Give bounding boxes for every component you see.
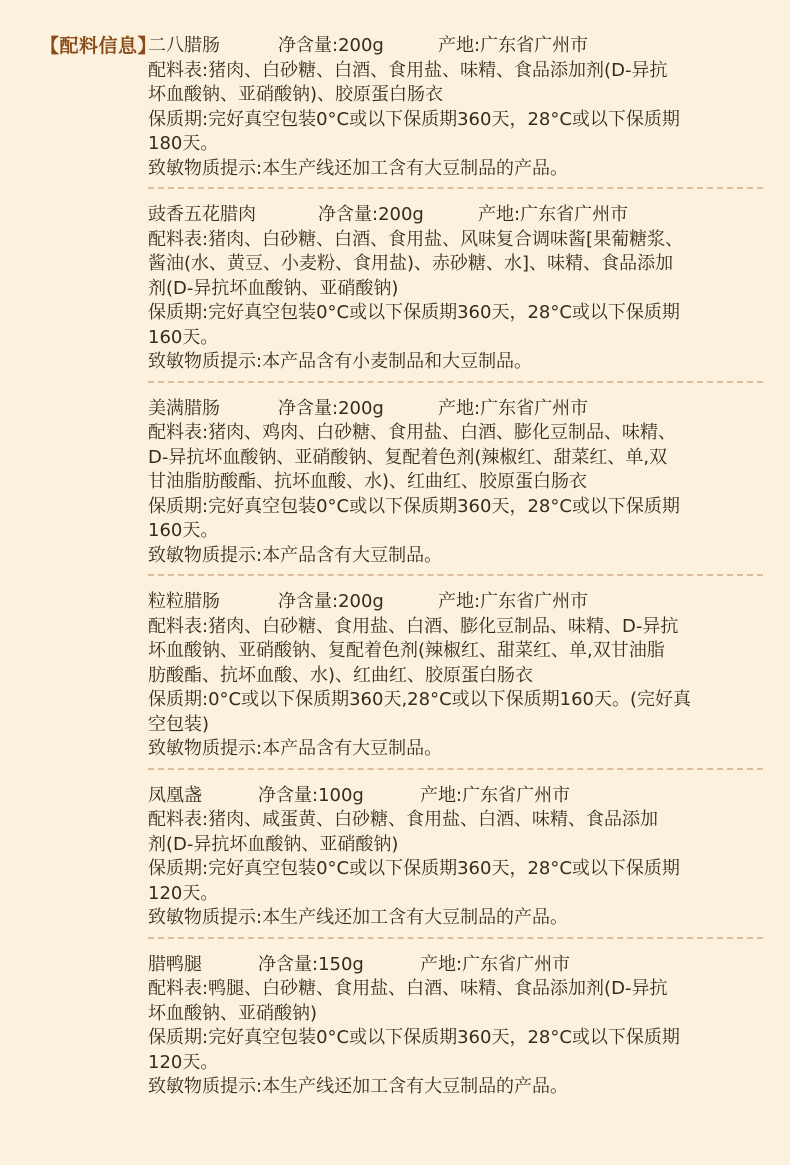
- product-block: [148, 939, 748, 1108]
- ingredients-line: D-异抗坏血酸钠、亚硝酸钠、复配着色剂(辣椒红、甜菜红、单,双: [148, 446, 668, 468]
- shelf-life-line: 保质期:完好真空包装0°C或以下保质期360天，28°C或以下保质期: [148, 1027, 680, 1048]
- ingredients-line: 配料表:猪肉、白砂糖、白酒、食用盐、味精、食品添加剂(D-异抗: [148, 59, 668, 81]
- net-content: 净含量:200g: [278, 397, 384, 419]
- product-name: 美满腊肠: [148, 397, 220, 419]
- ingredients-line: 坏血酸钠、亚硝酸钠)、胶原蛋白肠衣: [148, 84, 444, 105]
- product-block: [148, 34, 748, 189]
- shelf-life-line: 保质期:完好真空包装0°C或以下保质期360天，28°C或以下保质期: [148, 858, 680, 879]
- ingredients-line: 坏血酸钠、亚硝酸钠、复配着色剂(辣椒红、甜菜红、单,双甘油脂: [148, 640, 665, 661]
- product-name: 粒粒腊肠: [148, 591, 220, 612]
- net-content: 净含量:200g: [278, 591, 384, 612]
- origin: 产地:广东省广州市: [438, 591, 589, 612]
- origin: 产地:广东省广州市: [478, 204, 629, 225]
- origin: 产地:广东省广州市: [420, 953, 571, 975]
- product-name: 凤凰盏: [148, 784, 202, 806]
- net-content: 净含量:100g: [258, 784, 364, 806]
- product-header: [148, 953, 748, 978]
- ingredients-line: 酱油(水、黄豆、小麦粉、食用盐)、赤砂糖、水]、味精、食品添加: [148, 253, 674, 274]
- product-block: [148, 770, 748, 939]
- allergen-line: 致敏物质提示:本产品含有大豆制品。: [148, 738, 443, 759]
- ingredients-line: 配料表:鸭腿、白砂糖、食用盐、白酒、味精、食品添加剂(D-异抗: [148, 978, 668, 999]
- shelf-life-line: 保质期:完好真空包装0°C或以下保质期360天，28°C或以下保质期: [148, 302, 680, 323]
- origin: 产地:广东省广州市: [438, 397, 589, 419]
- shelf-life-line: 160天。: [148, 326, 219, 348]
- origin: 产地:广东省广州市: [420, 784, 571, 806]
- allergen-line: 致敏物质提示:本产品含有小麦制品和大豆制品。: [148, 351, 533, 372]
- net-content: 净含量:150g: [258, 953, 364, 975]
- ingredients-line: 配料表:猪肉、白砂糖、食用盐、白酒、膨化豆制品、味精、D-异抗: [148, 615, 679, 637]
- shelf-life-line: 180天。: [148, 133, 219, 154]
- ingredients-line: 甘油脂肪酸酯、抗坏血酸、水)、红曲红、胶原蛋白肠衣: [148, 471, 588, 492]
- allergen-line: 致敏物质提示:本生产线还加工含有大豆制品的产品。: [148, 907, 569, 928]
- shelf-life-line: 160天。: [148, 520, 219, 541]
- product-name: 腊鸭腿: [148, 953, 202, 975]
- product-header: [148, 590, 748, 615]
- ingredients-line: 剂(D-异抗坏血酸钠、亚硝酸钠): [148, 277, 399, 299]
- ingredients-line: 肪酸酯、抗坏血酸、水)、红曲红、胶原蛋白肠衣: [148, 664, 534, 686]
- ingredients-line: 配料表:猪肉、鸡肉、白砂糖、食用盐、白酒、膨化豆制品、味精、: [148, 422, 677, 443]
- shelf-life-line: 保质期:完好真空包装0°C或以下保质期360天，28°C或以下保质期: [148, 108, 680, 130]
- shelf-life-line: 保质期:完好真空包装0°C或以下保质期360天，28°C或以下保质期: [148, 495, 680, 517]
- allergen-line: 致敏物质提示:本生产线还加工含有大豆制品的产品。: [148, 1076, 569, 1097]
- allergen-line: 致敏物质提示:本生产线还加工含有大豆制品的产品。: [148, 157, 569, 179]
- product-header: [148, 203, 748, 228]
- product-header: [148, 784, 748, 809]
- origin: 产地:广东省广州市: [438, 35, 589, 56]
- allergen-line: 致敏物质提示:本产品含有大豆制品。: [148, 544, 443, 566]
- ingredients-line: 剂(D-异抗坏血酸钠、亚硝酸钠): [148, 833, 399, 855]
- product-block: [148, 189, 748, 383]
- product-header: [148, 397, 748, 422]
- shelf-life-line: 120天。: [148, 882, 219, 904]
- net-content: 净含量:200g: [318, 204, 424, 225]
- ingredients-line: 坏血酸钠、亚硝酸钠): [148, 1002, 318, 1024]
- net-content: 净含量:200g: [278, 35, 384, 56]
- shelf-life-line: 120天。: [148, 1051, 219, 1073]
- product-header: [148, 34, 748, 59]
- product-block: [148, 383, 748, 577]
- product-name: 二八腊肠: [148, 35, 220, 56]
- product-list: [148, 34, 748, 1108]
- product-block: [148, 576, 748, 770]
- ingredients-line: 配料表:猪肉、白砂糖、白酒、食用盐、风味复合调味酱[果葡糖浆、: [148, 228, 684, 250]
- shelf-life-line: 空包装): [148, 713, 210, 735]
- shelf-life-line: 保质期:0°C或以下保质期360天,28°C或以下保质期160天。(完好真: [148, 689, 692, 710]
- product-name: 豉香五花腊肉: [148, 204, 256, 225]
- ingredients-line: 配料表:猪肉、咸蛋黄、白砂糖、食用盐、白酒、味精、食品添加: [148, 809, 659, 830]
- section-label: 【配料信息】: [40, 35, 158, 57]
